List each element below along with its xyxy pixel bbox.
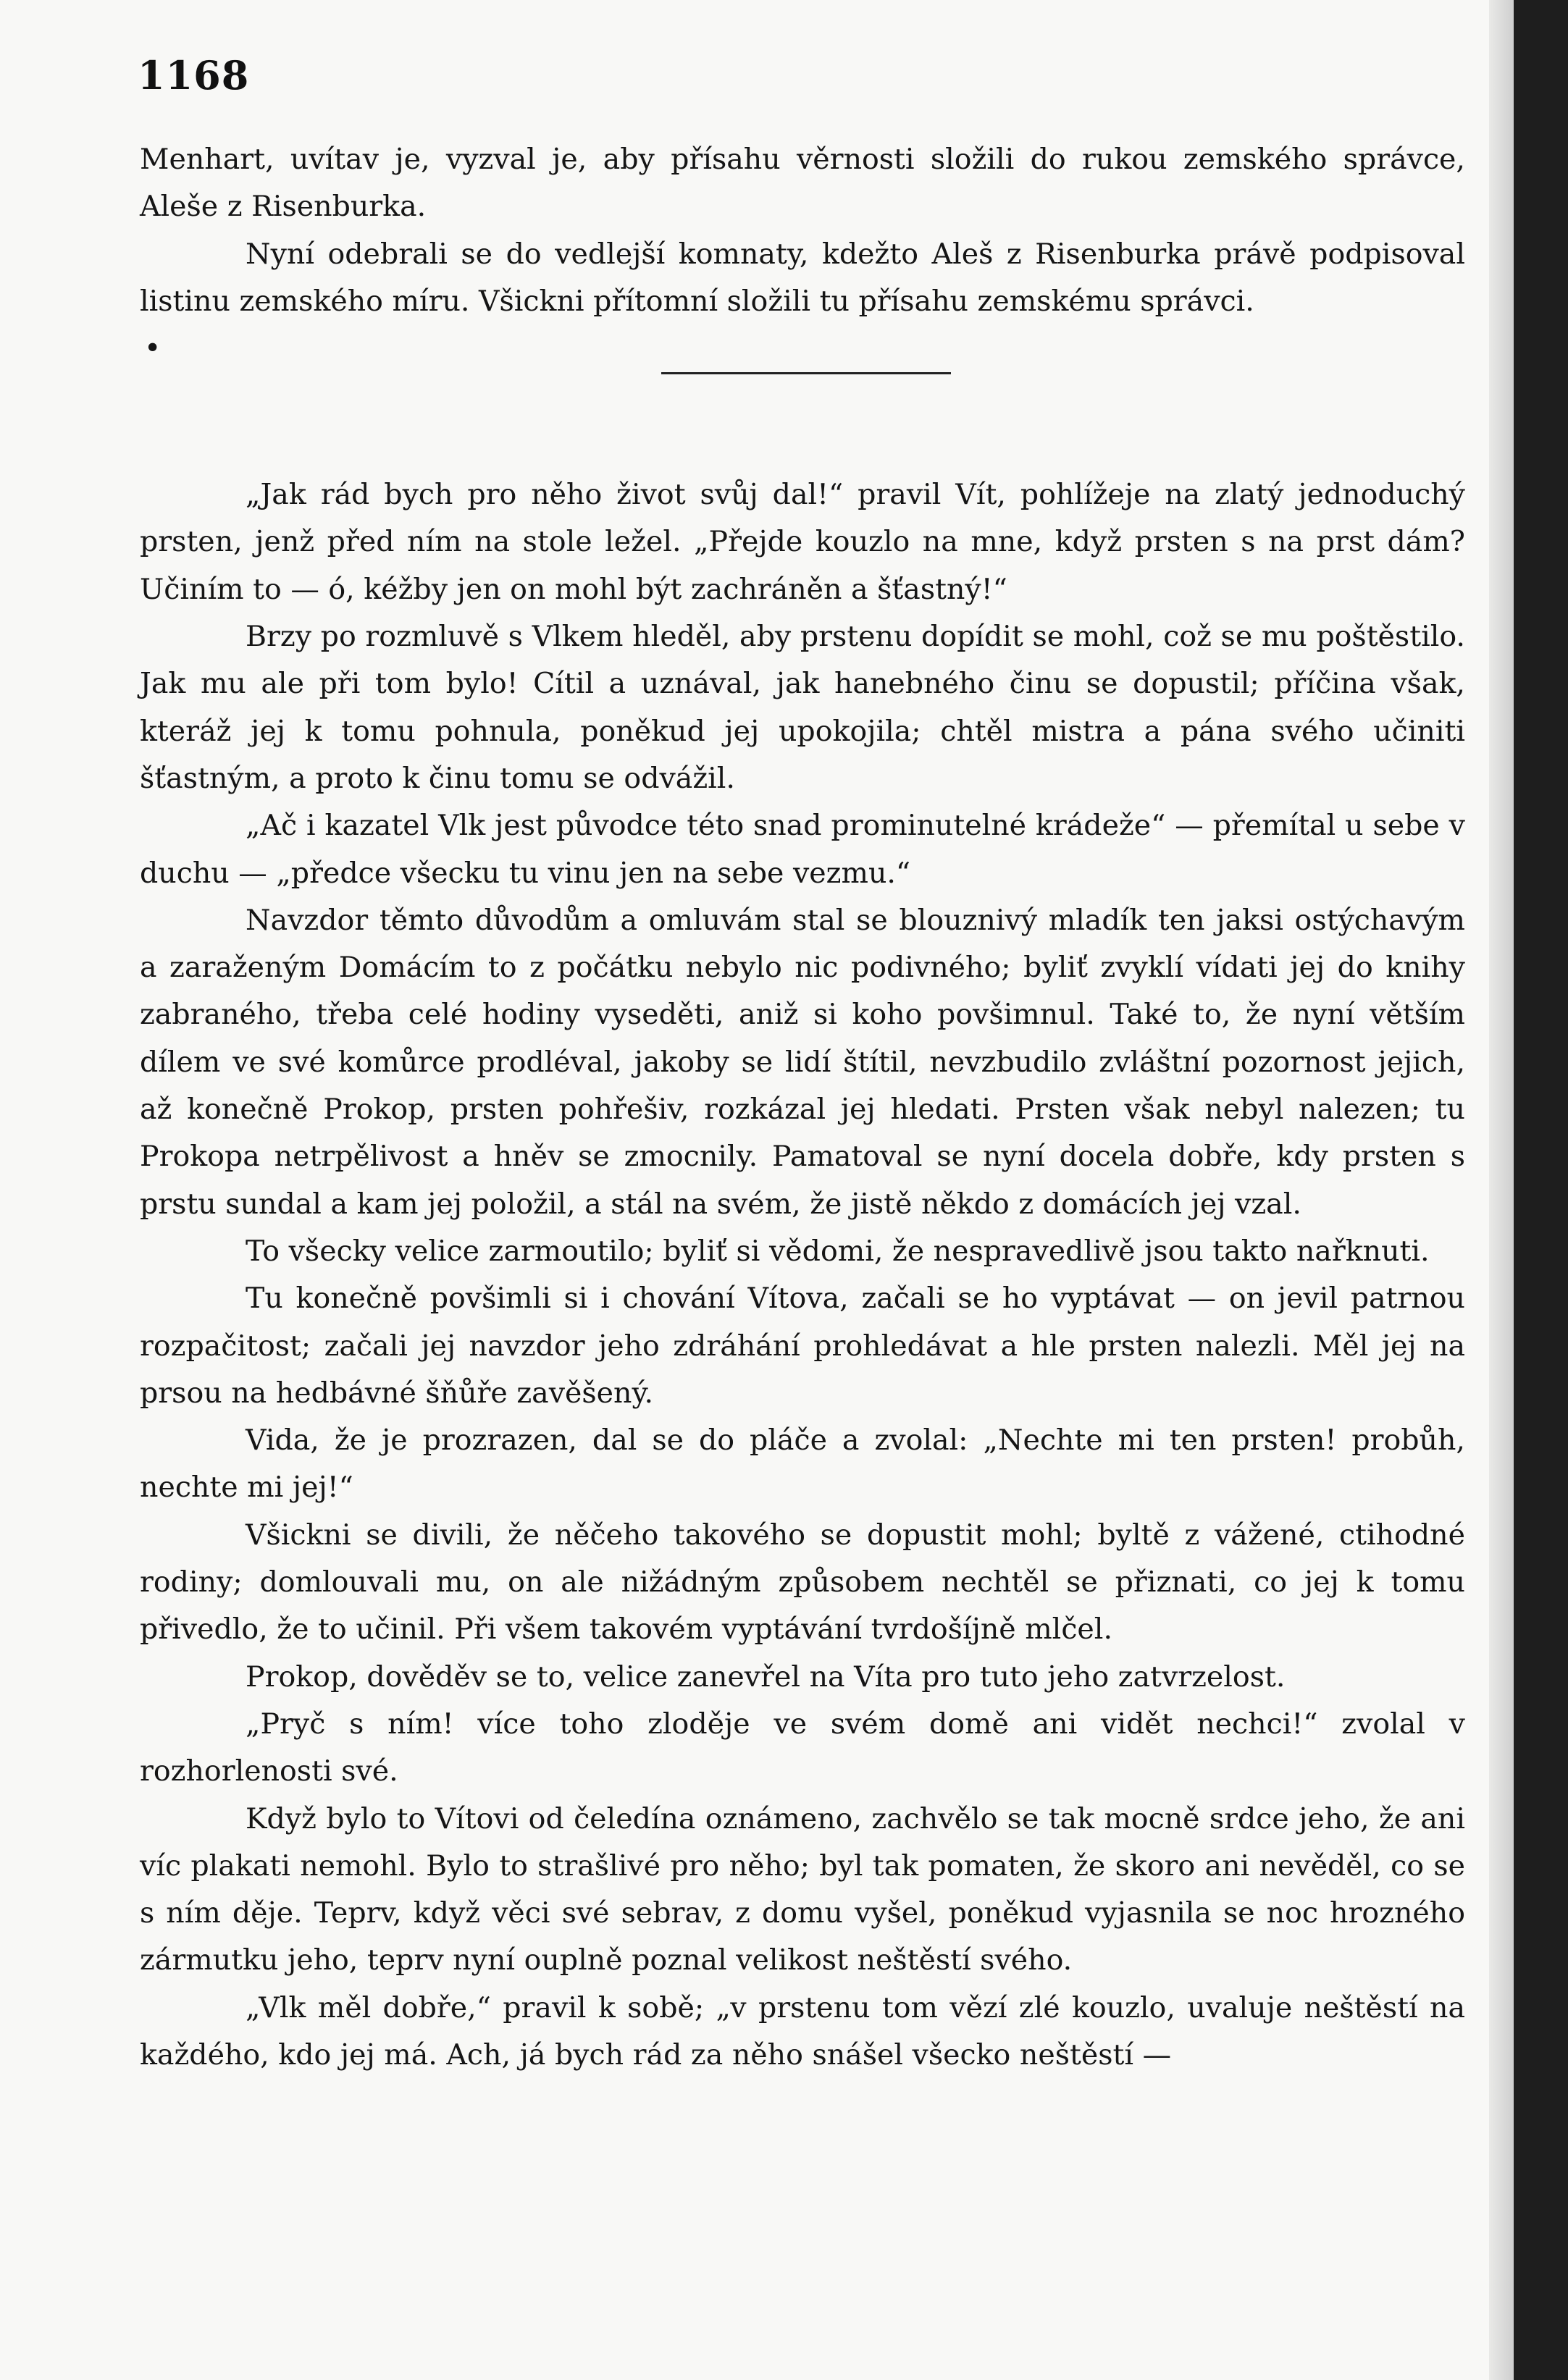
- page-number: 1168: [138, 52, 250, 98]
- paragraph: Brzy po rozmluvě s Vlkem hleděl, aby prstenu dopídit se mohl, což se mu poštěstilo. Jak mu ale při tom bylo! Cítil a uznával, jak hanebného činu se dopustil; příčina však, kteráž jej k tomu pohnula, poněkud jej upokojila; chtěl mistra a pána svého učiniti šťastným, a proto k činu tomu se odvážil.: [140, 620, 1465, 795]
- paragraph: Nyní odebrali se do vedlejší komnaty, kdežto Aleš z Risenburka právě podpisoval listinu zemského míru. Všickni přítomní složili tu přísahu zemskému správci.: [140, 237, 1465, 318]
- paragraph: „Ač i kazatel Vlk jest původce této snad prominutelné krádeže“ — přemítal u sebe v duchu — „předce všecku tu vinu jen na sebe vezmu.“: [140, 809, 1465, 890]
- section-separator-wrap: [140, 372, 1465, 471]
- paragraph: Tu konečně povšimli si i chování Vítova, začali se ho vyptávat — on jevil patrnou rozpačitost; začali jej navzdor jeho zdráhání prohledávat a hle prsten nalezli. Měl jej na prsou na hedbávné šňůře zavěšený.: [140, 1282, 1465, 1410]
- page-edge-shadow: [1489, 0, 1514, 2380]
- page-text-body: [140, 136, 1465, 2079]
- paragraph: Když bylo to Vítovi od čeledína oznámeno, zachvělo se tak mocně srdce jeho, že ani víc plakati nemohl. Bylo to strašlivé pro něho; byl tak pomaten, že skoro ani nevěděl, co se s ním děje. Teprv, když věci své sebrav, z domu vyšel, poněkud vyjasnila se noc hrozného zármutku jeho, teprv nyní ouplně poznal velikost neštěstí svého.: [140, 1801, 1465, 1977]
- paragraph: Menhart, uvítav je, vyzval je, aby přísahu věrnosti složili do rukou zemského správce, Aleše z Risenburka.: [140, 143, 1465, 224]
- paragraph: Prokop, dověděv se to, velice zanevřel na Víta pro tuto jeho zatvrzelost.: [246, 1660, 1286, 1694]
- paragraph: To všecky velice zarmoutilo; byliť si vědomi, že nespravedlivě jsou takto nařknuti.: [246, 1234, 1430, 1268]
- paragraph: „Jak rád bych pro něho život svůj dal!“ pravil Vít, pohlížeje na zlatý jednoduchý prsten, jenž před ním na stole ležel. „Přejde kouzlo na mne, když prsten s na prst dám? Učiním to — ó, kéžby jen on mohl být zachráněn a šťastný!“: [140, 478, 1465, 606]
- paragraph: Vida, že je prozrazen, dal se do pláče a zvolal: „Nechte mi ten prsten! probůh, nechte mi jej!“: [140, 1424, 1465, 1505]
- paragraph: Všickni se divili, že něčeho takového se dopustit mohl; byltě z vážené, ctihodné rodiny; domlouvali mu, on ale nižádným způsobem nechtěl se přiznati, co jej k tomu přivedlo, že to učinil. Při všem takovém vyptávání tvrdošíjně mlčel.: [140, 1518, 1465, 1647]
- section-separator: [661, 372, 951, 374]
- paragraph: Navzdor těmto důvodům a omluvám stal se blouznivý mladík ten jaksi ostýchavým a zaraženým Domácím to z počátku nebylo nic podivného; byliť zvyklí vídati jej do knihy zabraného, třeba celé hodiny vyseděti, aniž si koho povšimnul. Také to, že nyní větším dílem ve své komůrce prodléval, jakoby se lidí štítil, nevzbudilo zvláštní pozornost jejich, až konečně Prokop, prsten pohřešiv, rozkázal jej hledati. Prsten však nebyl nalezen; tu Prokopa netrpělivost a hněv se zmocnily. Pamatoval se nyní docela dobře, kdy prsten s prstu sundal a kam jej položil, a stál na svém, že jistě někdo z domácích jej vzal.: [140, 903, 1465, 1221]
- paragraph: „Vlk měl dobře,“ pravil k sobě; „v prstenu tom vězí zlé kouzlo, uvaluje neštěstí na každého, kdo jej má. Ach, já bych rád za něho snášel všecko neštěstí —: [140, 1990, 1465, 2072]
- stray-bullet-mark: •: [144, 332, 162, 366]
- paragraph: „Pryč s ním! více toho zloděje ve svém domě ani vidět nechci!“ zvolal v rozhorlenosti své.: [140, 1707, 1465, 1788]
